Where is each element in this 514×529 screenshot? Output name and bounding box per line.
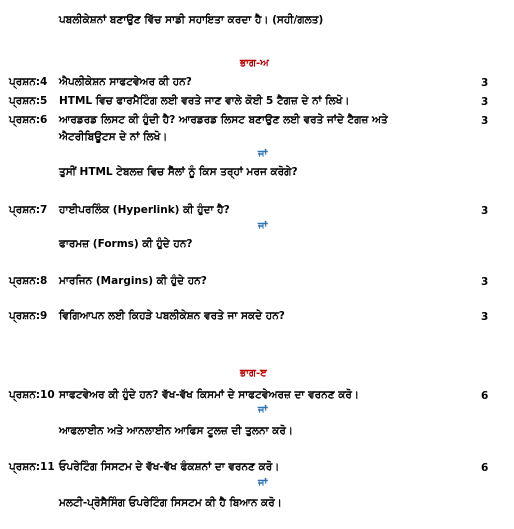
- question-number: ਪ੍ਰਸ਼ਨ:11: [9, 461, 55, 473]
- question-marks: 3: [481, 311, 489, 323]
- question-text: ਐਪਲੀਕੇਸ਼ਨ ਸਾਫਟਵੇਅਰ ਕੀ ਹਨ?: [59, 76, 192, 88]
- question-marks: 3: [481, 115, 489, 127]
- section-b-title: ਭਾਗ-ੲ: [240, 368, 267, 379]
- alternative-question-text: ਤੁਸੀਂ HTML ਟੇਬਲਜ਼ ਵਿਚ ਸੈੱਲਾਂ ਨੂੰ ਕਿਸ ਤਰ੍ਹਾਂ ਮਰਜ ਕਰੋਗੇ?: [59, 166, 298, 178]
- section-a-title: ਭਾਗ-ਅ: [240, 58, 269, 69]
- question-marks: 6: [481, 390, 489, 402]
- question-number: ਪ੍ਰਸ਼ਨ:4: [9, 76, 48, 88]
- question-text-line2: ਐਟਰੀਬਿਊਟਸ ਦੇ ਨਾਂ ਲਿਖੋ।: [59, 131, 168, 143]
- question-marks: 6: [481, 462, 489, 474]
- question-text: ਹਾਈਪਰਲਿੰਕ (Hyperlink) ਕੀ ਹੁੰਦਾ ਹੈ?: [59, 204, 230, 216]
- alternative-question-text: ਫਾਰਮਜ਼ (Forms) ਕੀ ਹੁੰਦੇ ਹਨ?: [59, 238, 193, 250]
- or-divider: ਜਾਂ: [258, 405, 268, 416]
- question-marks: 3: [481, 205, 489, 217]
- or-divider: ਜਾਂ: [258, 221, 268, 232]
- question-text: ਓਪਰੇਟਿੰਗ ਸਿਸਟਮ ਦੇ ਵੱਖ-ਵੱਖ ਫੰਕਸ਼ਨਾਂ ਦਾ ਵਰਨਣ ਕਰੋ।: [59, 461, 280, 473]
- question-text: ਵਿਗਿਆਪਨ ਲਈ ਕਿਹੜੇ ਪਬਲੀਕੇਸ਼ਨ ਵਰਤੇ ਜਾ ਸਕਦੇ ਹਨ?: [59, 310, 285, 322]
- question-marks: 3: [481, 96, 489, 108]
- or-divider: ਜਾਂ: [258, 149, 268, 160]
- question-text: ਸਾਫਟਵੇਅਰ ਕੀ ਹੁੰਦੇ ਹਨ? ਵੱਖ-ਵੱਖ ਕਿਸਮਾਂ ਦੇ ਸਾਫਟਵੇਅਰਜ਼ ਦਾ ਵਰਨਣ ਕਰੋ।: [59, 389, 359, 401]
- question-number: ਪ੍ਰਸ਼ਨ:7: [9, 204, 48, 216]
- alternative-question-text: ਆਫਲਾਈਨ ਅਤੇ ਆਨਲਾਈਨ ਆਫਿਸ ਟੂਲਜ਼ ਦੀ ਤੁਲਨਾ ਕਰੋ।: [59, 425, 293, 437]
- alternative-question-text: ਮਲਟੀ-ਪ੍ਰੋਸੈਸਿੰਗ ਓਪਰੇਟਿੰਗ ਸਿਸਟਮ ਕੀ ਹੈ ਬਿਆਨ ਕਰੋ।: [59, 497, 282, 509]
- question-marks: 3: [481, 276, 489, 288]
- question-number: ਪ੍ਰਸ਼ਨ:9: [9, 310, 48, 322]
- question-text-line1: ਆਰਡਰਡ ਲਿਸਟ ਕੀ ਹੁੰਦੀ ਹੈ? ਆਰਡਰਡ ਲਿਸਟ ਬਣਾਉਣ ਲਈ ਵਰਤੇ ਜਾਂਦੇ ਟੈਗਜ਼ ਅਤੇ: [59, 114, 388, 126]
- question-marks: 3: [481, 77, 489, 89]
- question-number: ਪ੍ਰਸ਼ਨ:8: [9, 275, 48, 287]
- intro-statement: ਪਬਲੀਕੇਸ਼ਨਾਂ ਬਣਾਉਣ ਵਿੱਚ ਸਾਡੀ ਸਹਾਇਤਾ ਕਰਦਾ ਹੈ। (ਸਹੀ/ਗਲਤ): [59, 14, 324, 26]
- question-number: ਪ੍ਰਸ਼ਨ:5: [9, 95, 48, 107]
- question-number: ਪ੍ਰਸ਼ਨ:6: [9, 114, 48, 126]
- question-text: HTML ਵਿਚ ਫਾਰਮੈਟਿੰਗ ਲਈ ਵਰਤੇ ਜਾਣ ਵਾਲੇ ਕੋਈ 5 ਟੈਗਜ਼ ਦੇ ਨਾਂ ਲਿਖੋ।: [59, 95, 350, 107]
- question-text: ਮਾਰਜਿਨ (Margins) ਕੀ ਹੁੰਦੇ ਹਨ?: [59, 275, 207, 287]
- or-divider: ਜਾਂ: [258, 478, 268, 489]
- question-number: ਪ੍ਰਸ਼ਨ:10: [9, 389, 55, 401]
